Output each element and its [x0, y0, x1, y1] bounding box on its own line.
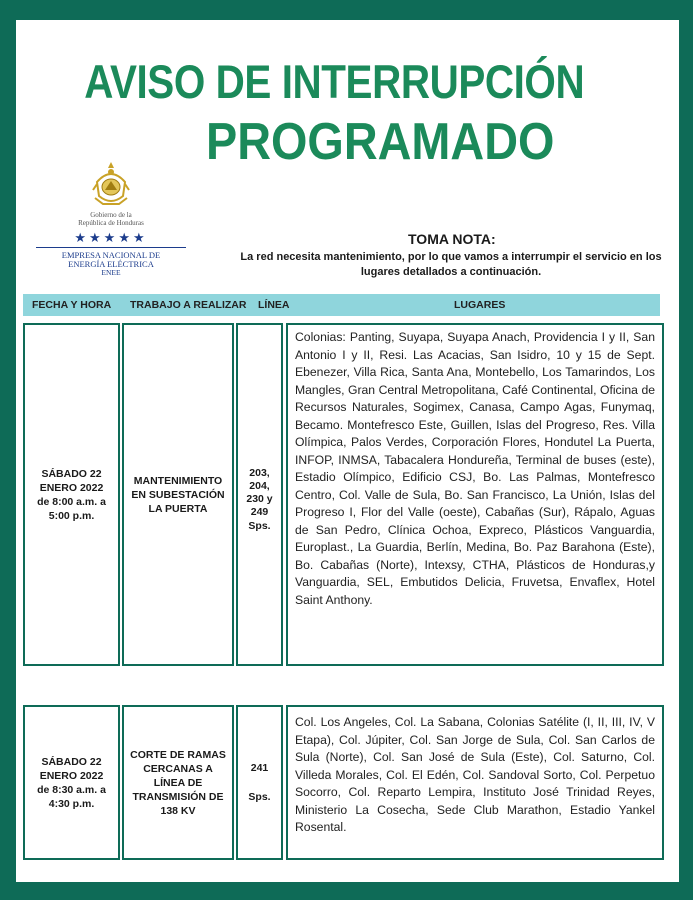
logo-company-line-1: EMPRESA NACIONAL DE	[61, 250, 161, 260]
cell-date-time	[23, 705, 120, 860]
places-text: Colonias: Panting, Suyapa, Suyapa Anach, Providencia I y II, San Antonio I y II, Resi. Las Acacias, San Isidro, 10 y 15 de Sept. Ebenezer, Villa Rica, Santa Ana, Montebello, Los Tamarindos, Los Mangles, Gran Central Metropolitana, Café Continental, Oficina de Recursos Naturales, Sogimex, Canasa, Campo Agas, Funymaq, Becamo. Montefresco Este, Guillen, Islas del Progreso, Res. Villa Olímpica, Palos Verdes, Corporación Flores, Hondutel La Puerta, INFOP, INMSA, Tabacalera Hondureña, Terminal de buses (este), Estadio Olímpico, Edificio CSJ, Bo. Las Palmas, Montefresco Centro, Col. Valle de Sula, Bo. San Francisco, La Unión, Islas del Progreso I, Flor del Valle (oeste), Cabañas (Sur), Rápalo, Aguas de San Pedro, Clínica Ochoa, Expreco, Plásticos Vanguardia, Europlast., La Guardia, Berlín, Medina, Bo. Paz Barahona (Este), Bo. Cabañas (Norte), Intexsy, CTHA, Plásticos de Honduras,y Vanguardia, SEL, Embutidos Delicia, Fruvetsa, Envaflex, Hotel Saint Anthony.	[295, 330, 655, 607]
coat-of-arms-icon	[89, 160, 133, 210]
cell-places	[286, 323, 664, 666]
table-header	[23, 294, 660, 316]
title-line-2: PROGRAMADO	[206, 113, 555, 171]
line-unit: Sps.	[248, 791, 271, 803]
cell-places	[286, 705, 664, 860]
date-time-text: SÁBADO 22 ENERO 2022 de 8:00 a.m. a 5:00 p.m.	[37, 467, 106, 522]
header-fecha-hora: FECHA Y HORA	[32, 299, 112, 311]
work-text: MANTENIMIENTO EN SUBESTACIÓN LA PUERTA	[131, 474, 225, 515]
logo-company-line-2: ENERGÍA ELÉCTRICA	[68, 259, 154, 269]
line-numbers: 203, 204, 230 y 249	[246, 467, 273, 518]
logo-government-line: Gobierno de la	[90, 211, 132, 219]
date-time-text: SÁBADO 22 ENERO 2022 de 8:30 a.m. a 4:30 p.m.	[37, 755, 106, 810]
header-lugares: LUGARES	[454, 299, 506, 311]
header-trabajo: TRABAJO A REALIZAR	[130, 299, 247, 311]
logo-republic-line: República de Honduras	[78, 219, 144, 227]
notice-heading: TOMA NOTA:	[408, 231, 496, 247]
places-text: Col. Los Angeles, Col. La Sabana, Colonias Satélite (I, II, III, IV, V Etapa), Col. Júpiter, Col. San Jorge de Sula, Col. San Carlos de Sula (Norte), Col. San José de Sula (Este), Col. Saturno, Col. Villeda Morales, Col. El Edén, Col. Sandoval Sorto, Col. Perpetuo Socorro, Col. Reparto Lempira, Instituto José Trinidad Reyes, Ministerio La Cosecha, Sede Club Marathon, Estadio Yankel Rosental.	[295, 715, 655, 834]
title-line-1: AVISO DE INTERRUPCIÓN	[84, 55, 585, 108]
work-text: CORTE DE RAMAS CERCANAS A LÍNEA DE TRANSMISIÓN DE 138 KV	[130, 748, 226, 817]
notice-page	[16, 20, 679, 882]
cell-date-time	[23, 323, 120, 666]
line-numbers: 241	[250, 762, 269, 774]
logo-stars: ★★★★★	[74, 230, 148, 245]
logo-acronym: ENEE	[101, 268, 121, 277]
cell-line	[236, 323, 283, 666]
logo-divider	[36, 247, 186, 248]
cell-work	[122, 705, 234, 860]
header-linea: LÍNEA	[258, 299, 290, 311]
cell-line	[236, 705, 283, 860]
cell-work	[122, 323, 234, 666]
line-unit: Sps.	[248, 520, 271, 532]
enee-logo	[26, 160, 196, 290]
notice-body: La red necesita mantenimiento, por lo que vamos a interrumpir el servicio en los lugares detallados a continuación.	[240, 251, 662, 278]
